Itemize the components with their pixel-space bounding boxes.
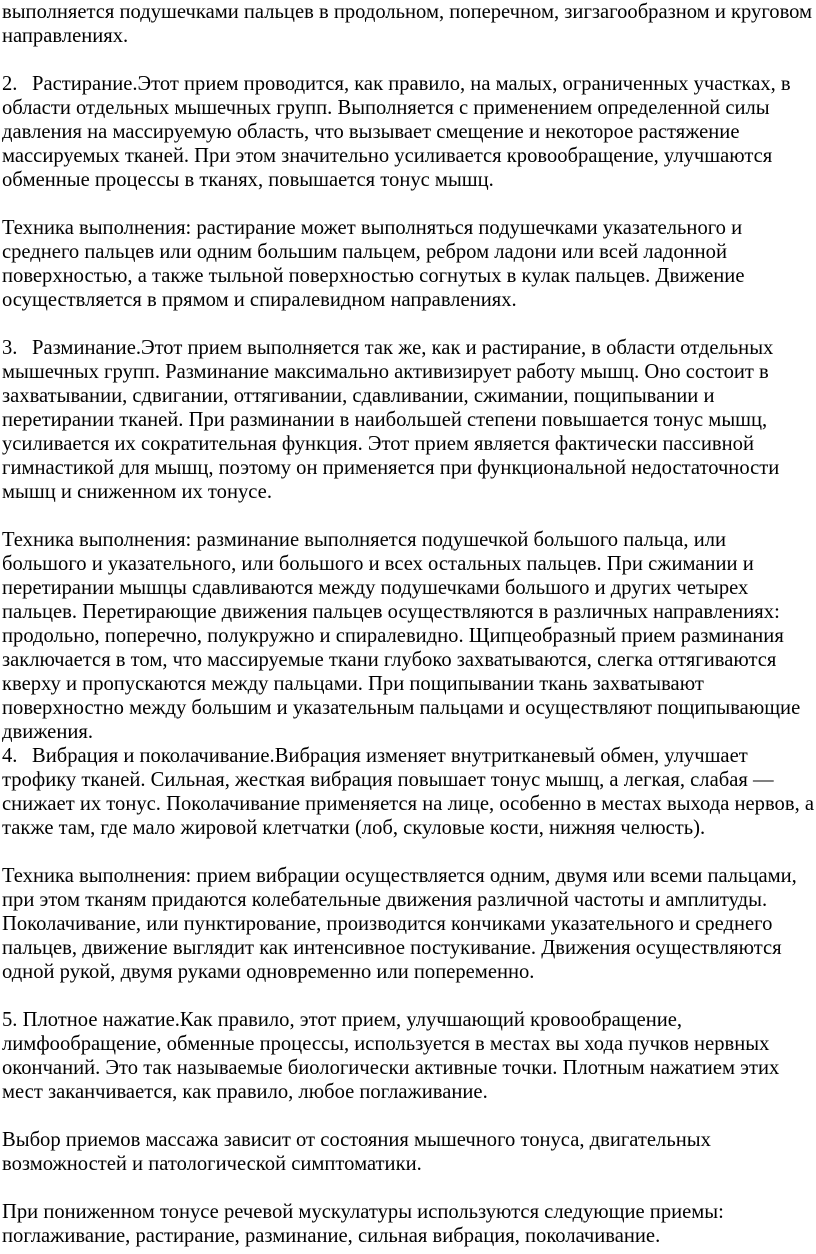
paragraph-gap xyxy=(2,312,814,336)
paragraph-gap xyxy=(2,504,814,528)
paragraph-text: Техника выполнения: растирание может выполняться подушечками указательного и среднего пальцев или одним большим пальцем, ребром ладони или всей ладонной поверхностью, а также тыльной поверхностью согнутых в кулак пальцев. Движение осуществляется в прямом и спиралевидном направлениях. xyxy=(2,217,745,311)
paragraph-gap xyxy=(2,48,814,72)
paragraph-technique-choice xyxy=(2,1128,814,1176)
paragraph-gap xyxy=(2,192,814,216)
paragraph-gap xyxy=(2,1176,814,1200)
list-number: 2. xyxy=(2,73,18,95)
paragraph-text: Техника выполнения: разминание выполняется подушечкой большого пальца, или большого и указательного, или большого и всех остальных пальцев. При сжимании и перетирании мышцы сдавливаются между подушечками большого и других четырех пальцев. Перетирающие движения пальцев осуществляются в различных направлениях: продольно, поперечно, полукружно и спиралевидно. Щипцеобразный прием разминания заключается в том, что массируемые ткани глубоко захватываются, слегка оттягиваются кверху и пропускаются между пальцами. При пощипывании ткань захватывают поверхностно между большим и указательным пальцами и осуществляют пощипывающие движения. xyxy=(2,529,801,743)
paragraph-rubbing-technique xyxy=(2,216,814,312)
paragraph-text: выполняется подушечками пальцев в продольном, поперечном, зигзагообразном и круговом направлениях. xyxy=(2,1,813,47)
paragraph-text: Растирание.Этот прием проводится, как правило, на малых, ограниченных участках, в области отдельных мышечных групп. Выполняется с применением определенной силы давления на массируемую область, что вызывает смещение и некоторое растяжение массируемых тканей. При этом значительно усиливается кровообращение, улучшаются обменные процессы в тканях, повышается тонус мышц. xyxy=(2,73,791,191)
list-number: 4. xyxy=(2,745,18,767)
paragraph-text: При пониженном тонусе речевой мускулатуры используются следующие приемы: поглаживание, растирание, разминание, сильная вибрация, поколачивание. xyxy=(2,1201,724,1247)
paragraph-firm-pressure xyxy=(2,1008,814,1104)
list-number: 3. xyxy=(2,337,18,359)
paragraph-text: Разминание.Этот прием выполняется так же, как и растирание, в области отдельных мышечных групп. Разминание максимально активизирует работу мышц. Оно состоит в захватывании, сдвигании, оттягивании, сдавливании, сжимании, пощипывании и перетирании тканей. При разминании в наибольшей степени повышается тонус мышц, усиливается их сократительная функция. Этот прием является фактически пассивной гимнастикой для мышц, поэтому он применяется при функциональной недостаточности мышц и сниженном их тонусе. xyxy=(2,337,780,503)
paragraph-text: Выбор приемов массажа зависит от состояния мышечного тонуса, двигательных возможностей и патологической симптоматики. xyxy=(2,1129,711,1175)
paragraph-gap xyxy=(2,1104,814,1128)
paragraph-text: 5. Плотное нажатие.Как правило, этот прием, улучшающий кровообращение, лимфообращение, обменные процессы, используется в местах вы хода пучков нервных окончаний. Это так называемые биологически активные точки. Плотным нажатием этих мест заканчивается, как правило, любое поглаживание. xyxy=(2,1009,780,1103)
paragraph-rubbing xyxy=(2,72,814,192)
paragraph-vibration-technique xyxy=(2,864,814,984)
paragraph-gap xyxy=(2,840,814,864)
paragraph-kneading-technique xyxy=(2,528,814,744)
paragraph-intro-continuation xyxy=(2,0,814,48)
paragraph-gap xyxy=(2,984,814,1008)
paragraph-text: Техника выполнения: прием вибрации осуществляется одним, двумя или всеми пальцами, при этом тканям придаются колебательные движения различной частоты и амплитуды. Поколачивание, или пунктирование, производится кончиками указательного и среднего пальцев, движение выглядит как интенсивное постукивание. Движения осуществляются одной рукой, двумя руками одновременно или попеременно. xyxy=(2,865,797,983)
document-page xyxy=(2,0,814,1248)
paragraph-text: Вибрация и поколачивание.Вибрация изменяет внутритканевый обмен, улучшает трофику тканей. Сильная, жесткая вибрация повышает тонус мышц, а легкая, слабая — снижает их тонус. Поколачивание применяется на лице, особенно в местах выхода нервов, а также там, где мало жировой клетчатки (лоб, скуловые кости, нижняя челюсть). xyxy=(2,745,815,839)
paragraph-kneading xyxy=(2,336,814,504)
paragraph-low-tone xyxy=(2,1200,814,1248)
paragraph-vibration xyxy=(2,744,814,840)
